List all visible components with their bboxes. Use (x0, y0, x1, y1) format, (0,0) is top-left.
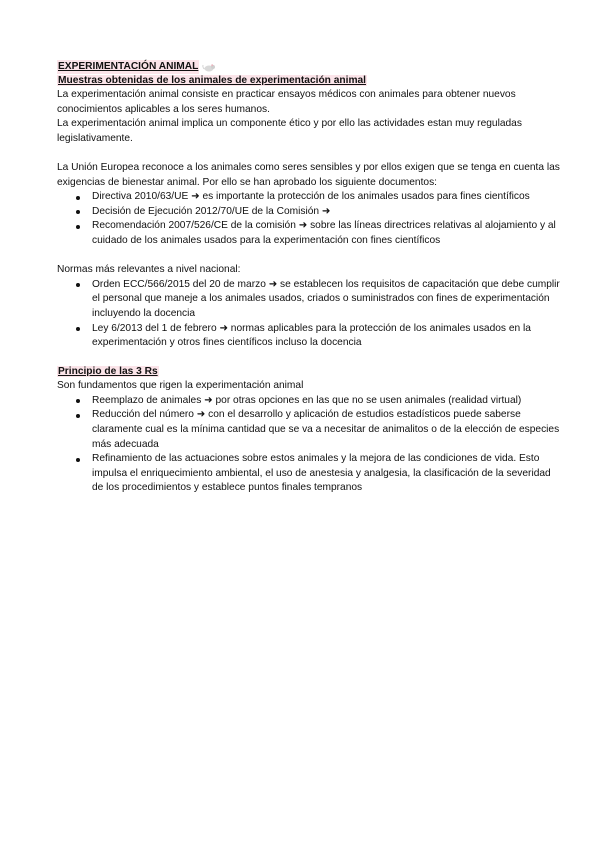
list-item: Ley 6/2013 del 1 de febrero ➜ normas aplicables para la protección de los animales usados en la experimentación y otros fines científicos incluso la docencia (92, 322, 560, 351)
section-subtitle-text: Muestras obtenidas de los animales de experimentación animal (58, 75, 366, 86)
list-item: Directiva 2010/63/UE ➜ es importante la protección de los animales usados para fines científicos (92, 190, 560, 205)
section-subtitle (57, 74, 560, 88)
intro-paragraph-2: La experimentación animal implica un componente ético y por ello las actividades estan muy reguladas legislativamente. (57, 118, 522, 144)
three-rs-list (57, 394, 560, 496)
three-rs-title (57, 365, 560, 379)
eu-list (57, 190, 560, 248)
rat-icon (202, 62, 216, 73)
list-item: Orden ECC/566/2015 del 20 de marzo ➜ se establecen los requisitos de capacitación que debe cumplir el personal que maneje a los animales usados, criados o suministrados con fines de experimentación incluyendo la docencia (92, 278, 560, 322)
three-rs-title-text: Principio de las 3 Rs (58, 366, 158, 378)
national-list (57, 278, 560, 351)
page-title (57, 60, 560, 74)
eu-paragraph: La Unión Europea reconoce a los animales como seres sensibles y por ellos exigen que se tenga en cuenta las exigencias de bienestar animal. Por ello se han aprobado los siguiente documentos: (57, 161, 560, 188)
list-item: Recomendación 2007/526/CE de la comisión ➜ sobre las líneas directrices relativas al alojamiento y al cuidado de los animales usados para la experimentación con fines científicos (92, 219, 560, 248)
list-item: Refinamiento de las actuaciones sobre estos animales y la mejora de las condiciones de vida. Esto impulsa el enriquecimiento ambiental, el uso de anestesia y analgesia, la clasificación de la severidad de los procedimientos y establece puntos finales tempranos (92, 452, 560, 496)
list-item: Decisión de Ejecución 2012/70/UE de la Comisión ➜ (92, 205, 560, 220)
three-rs-paragraph: Son fundamentos que rigen la experimentación animal (57, 380, 304, 392)
list-item: Reemplazo de animales ➜ por otras opciones en las que no se usen animales (realidad virtual) (92, 394, 560, 409)
page-title-text: EXPERIMENTACIÓN ANIMAL (58, 61, 199, 72)
intro-paragraph-1: La experimentación animal consiste en practicar ensayos médicos con animales para obtener nuevos conocimientos aplicables a los seres humanos. (57, 89, 516, 115)
list-item: Reducción del número ➜ con el desarrollo y aplicación de estudios estadísticos puede saberse claramente cual es la mínima cantidad que se va a necesitar de animalitos o de la elección de especies más adecuada (92, 408, 560, 452)
national-paragraph: Normas más relevantes a nivel nacional: (57, 264, 241, 276)
